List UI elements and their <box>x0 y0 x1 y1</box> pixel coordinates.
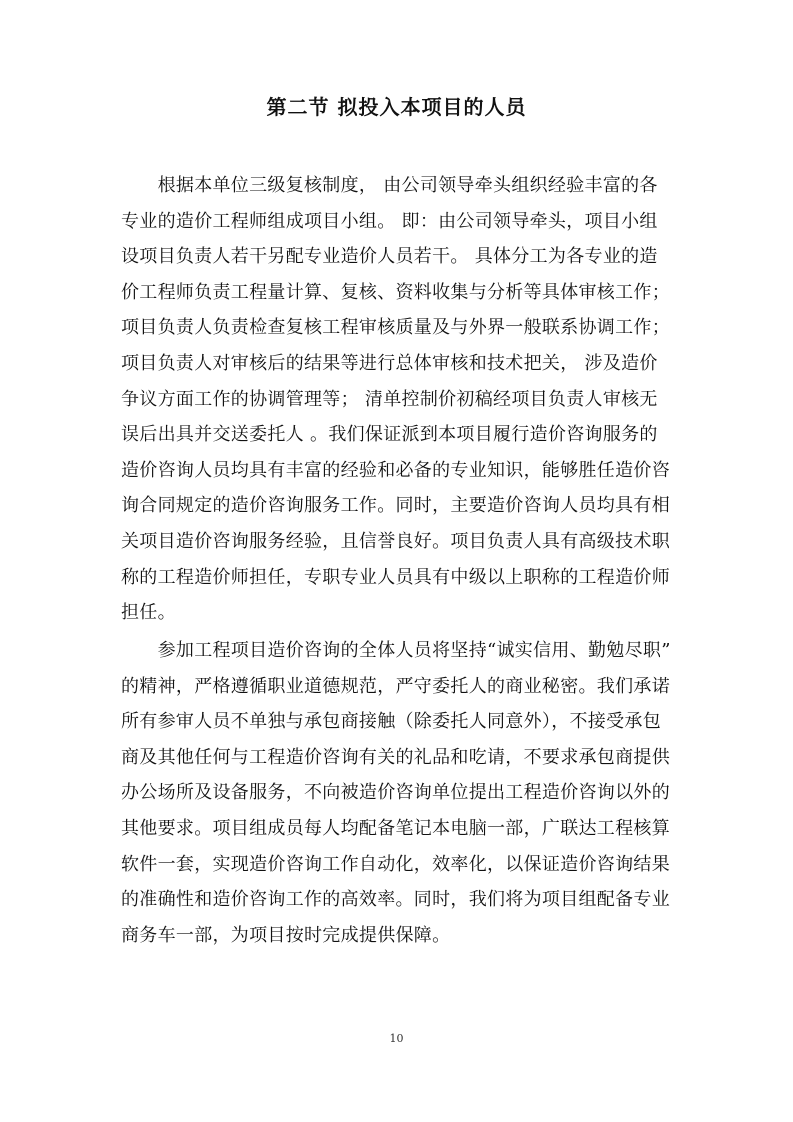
body-paragraph-1: 根据本单位三级复核制度， 由公司领导牵头组织经验丰富的各 专业的造价工程师组成项目小组。 即：由公司领导牵头，项目小组 设项目负责人若干另配专业造价人员若干。 具体分工为各专业的造 价工程师负责工程量计算、复核、资料收集与分析等具体审核工作； 项目负责人负责检查复核工程审核质量及与外界一般联系协调工作； 项目负责人对审核后的结果等进行总体审核和技术把关， 涉及造价 争议方面工作的协调管理等； 清单控制价初稿经项目负责人审核无 误后出具并交送委托人 。我们保证派到本项目履行造价咨询服务的 造价咨询人员均具有丰富的经验和必备的专业知识，能够胜任造价咨 询合同规定的造价咨询服务工作。同时，主要造价咨询人员均具有相 关项目造价咨询服务经验，且信誉良好。项目负责人具有高级技术职 称的工程造价师担任，专职专业人员具有中级以上职称的工程造价师 担任。 <box>121 175 670 624</box>
body-paragraph-2: 参加工程项目造价咨询的全体人员将坚持“诚实信用、勤勉尽职” 的精神，严格遵循职业道德规范，严守委托人的商业秘密。我们承诺 所有参审人员不单独与承包商接触（除委托人同意外），不接受承包 商及其他任何与工程造价咨询有关的礼品和吃请，不要求承包商提供 办公场所及设备服务，不向被造价咨询单位提出工程造价咨询以外的 其他要求。项目组成员每人均配备笔记本电脑一部，广联达工程核算 软件一套，实现造价咨询工作自动化，效率化，以保证造价咨询结果 的准确性和造价咨询工作的高效率。同时，我们将为项目组配备专业 商务车一部，为项目按时完成提供保障。 <box>121 640 671 946</box>
page-number: 10 <box>389 1032 404 1045</box>
section-heading: 第二节 拟投入本项目的人员 <box>266 95 527 119</box>
